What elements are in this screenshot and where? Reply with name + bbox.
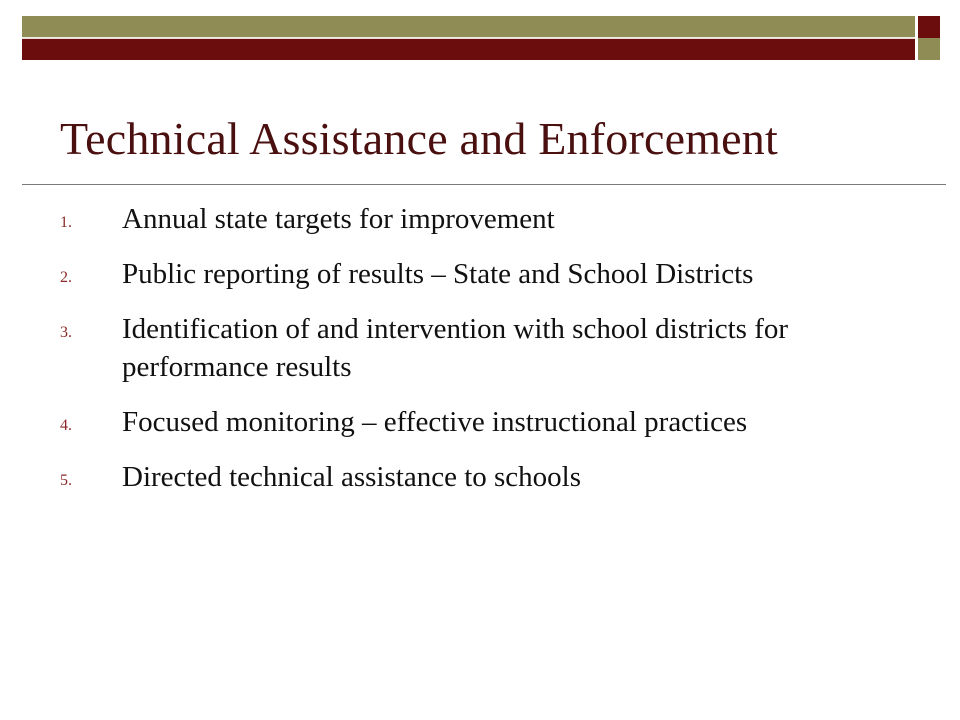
list-item-text: Identification of and intervention with school districts for performance results [122,313,789,383]
list-item [60,458,820,496]
numbered-list [60,200,820,513]
corner-square-maroon [918,16,940,38]
corner-square-olive [918,38,940,60]
list-item-text: Public reporting of results – State and School Districts [122,258,754,290]
list-item-text: Focused monitoring – effective instructional practices [122,406,748,438]
list-item [60,255,820,293]
list-item [60,310,820,386]
list-item-number: 5. [60,472,72,489]
list-item-number: 1. [60,214,72,231]
list-item-text: Directed technical assistance to schools [122,461,582,493]
header-band-maroon [22,38,915,60]
list-item-number: 2. [60,269,72,286]
header-band-olive [22,16,915,38]
title-underline [22,184,946,185]
list-item-text: Annual state targets for improvement [122,203,555,235]
list-item-number: 4. [60,417,72,434]
list-item-number: 3. [60,324,72,341]
list-item [60,200,820,238]
header-band-divider [22,37,915,39]
slide-title: Technical Assistance and Enforcement [60,113,778,164]
list-item [60,403,820,441]
